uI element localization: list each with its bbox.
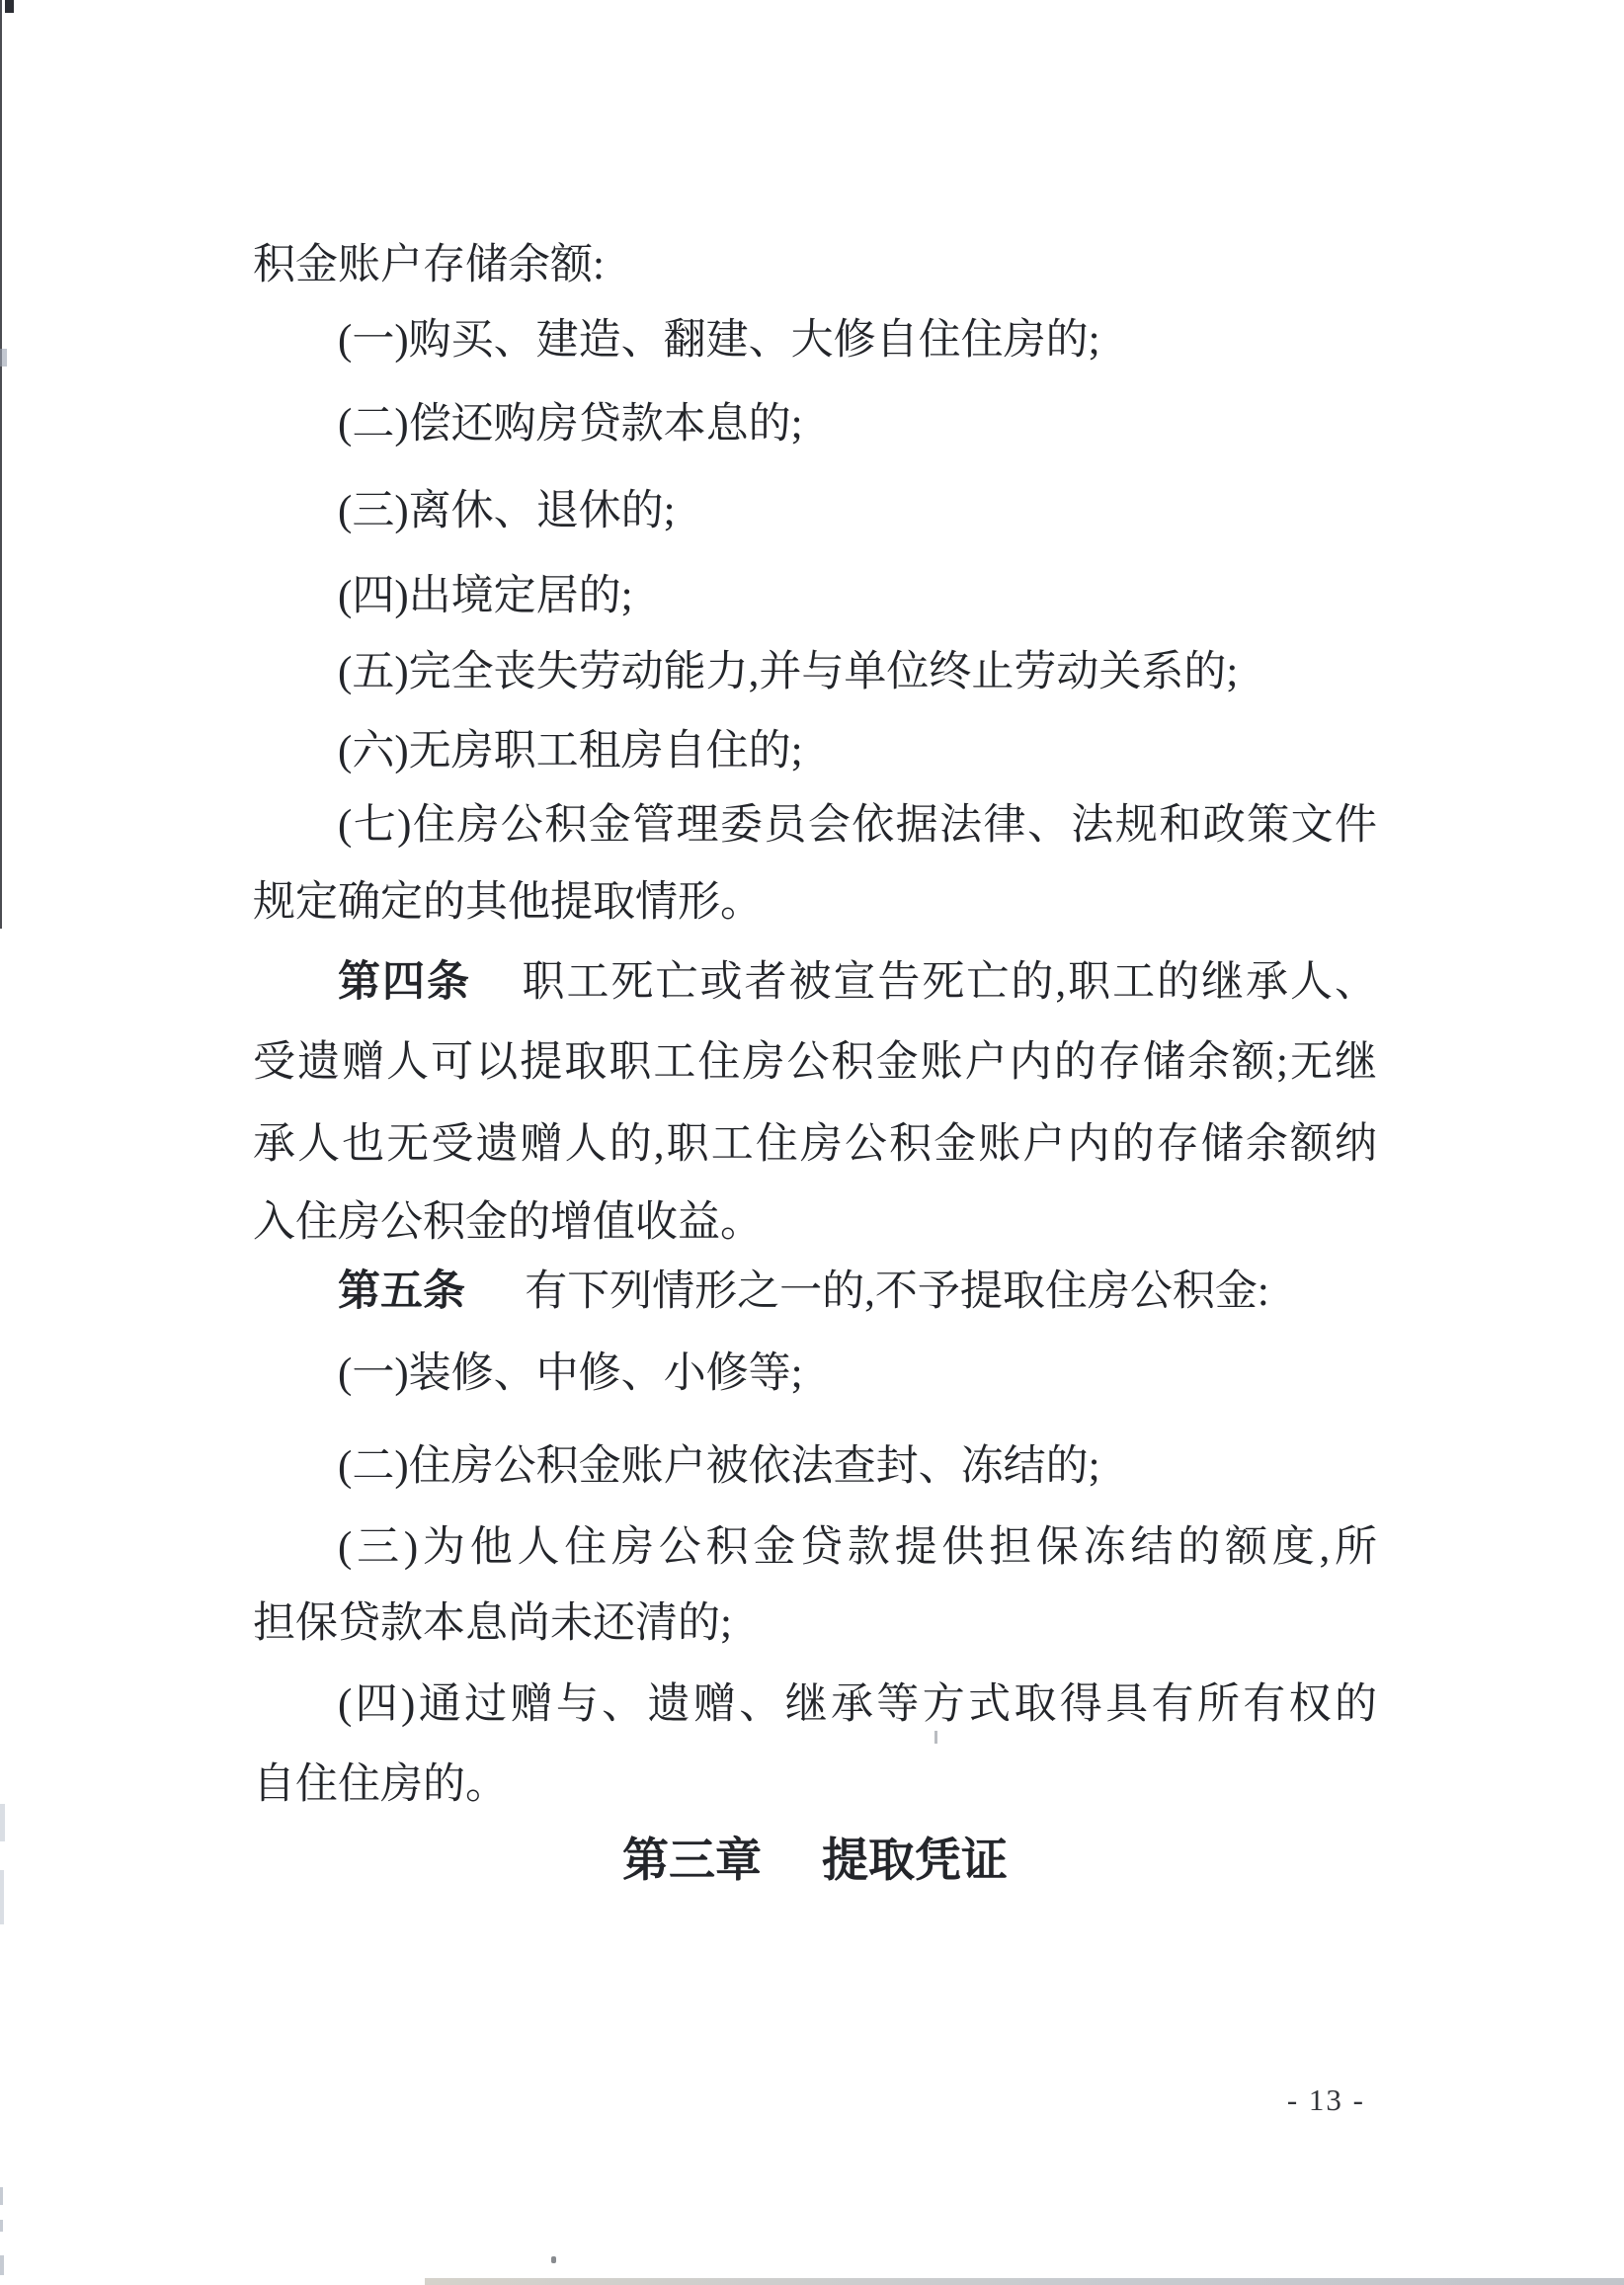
article-text: 职工死亡或者被宣告死亡的,职工的继承人、 [522, 959, 1377, 1006]
scan-artifact-left-edge-line [0, 0, 2, 929]
article-number: 第四条 [338, 959, 471, 1006]
text-line: 受遗赠人可以提取职工住房公积金账户内的存储余额;无继 [253, 1039, 1377, 1086]
scan-artifact-smudge [0, 349, 7, 367]
text-line: 积金账户存储余额: [253, 242, 605, 288]
article-line [253, 1994, 1377, 2043]
text-line: 自住住房的。 [253, 1761, 508, 1808]
list-item-line: (一)装修、中修、小修等; [338, 1350, 803, 1397]
list-item-line: (六)无房职工租房自住的; [338, 728, 803, 775]
scan-artifact-bottom-edge [425, 2278, 1624, 2285]
chapter-title: 提取凭证 [822, 1836, 1009, 1887]
page-number: - 13 - [1286, 2082, 1365, 2117]
list-item-line: (三)为他人住房公积金贷款提供担保冻结的额度,所 [338, 1524, 1377, 1571]
scan-artifact-tick [934, 1731, 937, 1744]
text-line: 承人也无受遗赠人的,职工住房公积金账户内的存储余额纳 [253, 1121, 1377, 1168]
scan-artifact-smudge [0, 2187, 3, 2205]
list-item-line: (二)住房公积金账户被依法查封、冻结的; [338, 1443, 1100, 1490]
list-item-line: (三)离休、退休的; [338, 488, 676, 534]
list-item-line: (七)住房公积金管理委员会依据法律、法规和政策文件 [338, 802, 1377, 849]
article-number: 第五条 [338, 1268, 465, 1315]
chapter-number: 第三章 [621, 1836, 762, 1887]
list-item-line: (四)通过赠与、遗赠、继承等方式取得具有所有权的 [338, 1681, 1377, 1728]
text-line: 规定确定的其他提取情形。 [253, 879, 763, 926]
list-item-line: (五)完全丧失劳动能力,并与单位终止劳动关系的; [338, 649, 1239, 695]
list-item-line: (二)偿还购房贷款本息的; [338, 401, 803, 448]
scan-artifact-smudge [0, 2255, 4, 2275]
scan-artifact-smudge [0, 1804, 5, 1841]
scan-artifact-corner-mark [5, 0, 14, 13]
article-line [253, 1267, 1377, 1317]
list-item-line: (一)购买、建造、翻建、大修自住住房的; [338, 317, 1100, 364]
text-line: 入住房公积金的增值收益。 [253, 1199, 763, 1246]
article-text: 有下列情形之一的,不予提取住房公积金: [525, 1268, 1269, 1315]
list-item-line: (四)出境定居的; [338, 573, 633, 619]
chapter-heading [253, 1834, 1377, 1889]
article-line [253, 958, 1377, 1008]
scan-artifact-smudge [0, 2220, 3, 2232]
text-line: 担保贷款本息尚未还清的; [253, 1600, 732, 1647]
scan-artifact-dot [551, 2256, 556, 2263]
scan-artifact-smudge [0, 1870, 4, 1924]
